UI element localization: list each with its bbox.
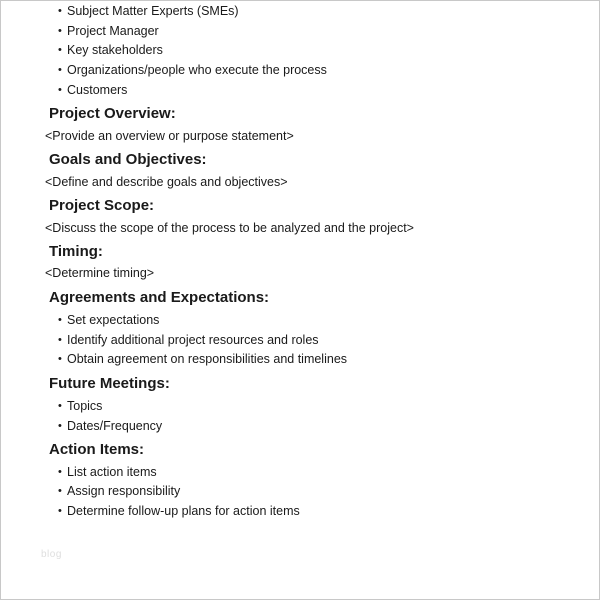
- list-item: • Set expectations: [67, 312, 159, 328]
- timing-text: <Determine timing>: [45, 266, 155, 280]
- project-scope-text: <Discuss the scope of the process to be analyzed and the project>: [45, 221, 414, 235]
- watermark: blog: [41, 549, 62, 560]
- list-item: • Customers: [67, 82, 127, 98]
- timing-heading: Timing:: [49, 243, 103, 260]
- project-overview-text: <Provide an overview or purpose statement>: [45, 129, 294, 143]
- list-item: • Assign responsibility: [67, 483, 180, 499]
- list-item: • Determine follow-up plans for action items: [67, 503, 300, 519]
- goals-text: <Define and describe goals and objectives>: [45, 175, 288, 189]
- project-overview-heading: Project Overview:: [49, 105, 176, 122]
- list-item: • Key stakeholders: [67, 42, 163, 58]
- list-item: • Topics: [67, 398, 102, 414]
- agreements-heading: Agreements and Expectations:: [49, 289, 270, 306]
- action-items-heading: Action Items:: [49, 441, 145, 458]
- list-item: • Project Manager: [67, 23, 159, 39]
- goals-heading: Goals and Objectives:: [49, 151, 207, 168]
- list-item: • List action items: [67, 464, 157, 480]
- future-meetings-heading: Future Meetings:: [49, 375, 170, 392]
- list-item: • Identify additional project resources and roles: [67, 332, 319, 348]
- list-item: • Dates/Frequency: [67, 418, 162, 434]
- list-item: • Obtain agreement on responsibilities and timelines: [67, 351, 347, 367]
- project-scope-heading: Project Scope:: [49, 197, 155, 214]
- list-item: • Subject Matter Experts (SMEs): [67, 3, 239, 19]
- list-item: • Organizations/people who execute the process: [67, 62, 327, 78]
